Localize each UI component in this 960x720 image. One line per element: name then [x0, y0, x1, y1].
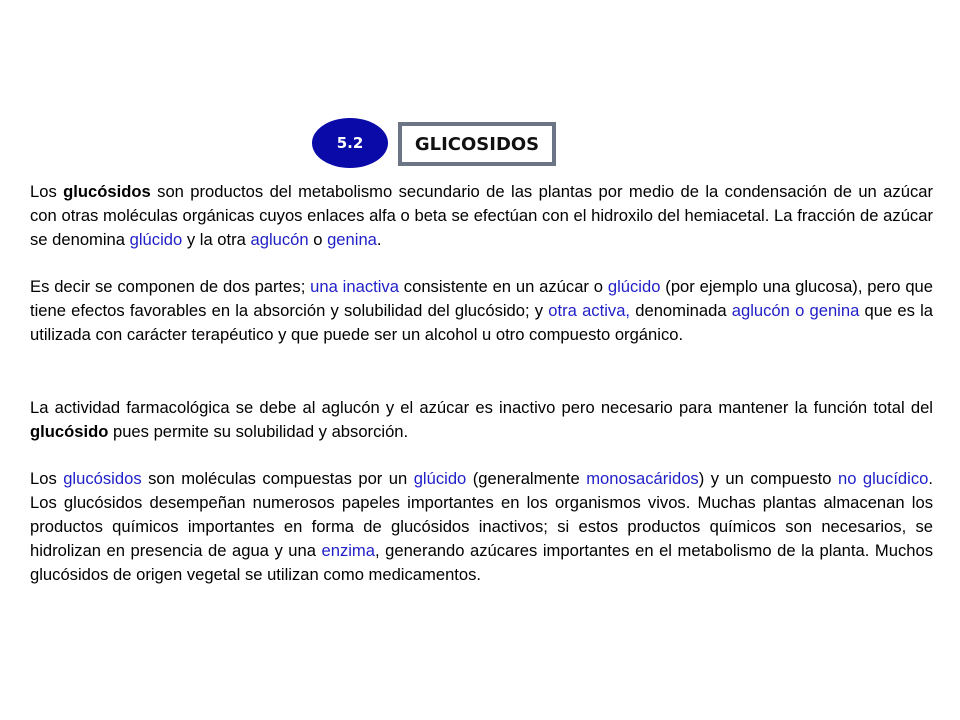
- section-number-badge: [312, 118, 388, 168]
- text-span: (por ejemplo una glucosa), pero que tiene efectos favorables en la absorción y solubilidad del glucósido; y: [30, 277, 934, 320]
- text-span: . Los glucósidos desempeñan numerosos papeles importantes en los organismos vivos. Muchas plantas almacenan los productos químicos importantes en forma de glucósidos inactivos; si estos productos químicos son necesarios, se hidrolizan en presencia de agua y una: [30, 469, 933, 560]
- paragraph-parts: [30, 275, 933, 347]
- highlight-term: genina: [327, 230, 377, 249]
- text-span: son moléculas compuestas por un: [141, 469, 414, 488]
- text-span: La actividad farmacológica se debe al aglucón y el azúcar es inactivo pero necesario para mantener la función total del: [30, 398, 933, 417]
- highlight-term: glúcido: [413, 469, 467, 488]
- text-span: Los: [30, 182, 64, 201]
- highlight-term: glúcido: [129, 230, 183, 249]
- highlight-term: aglucón: [250, 230, 309, 249]
- page-title: GLICOSIDOS: [402, 126, 552, 162]
- text-span: Los: [30, 469, 64, 488]
- highlight-term: aglucón o genina: [731, 301, 860, 320]
- highlight-term: enzima: [321, 541, 375, 560]
- text-span: (generalmente: [466, 469, 587, 488]
- text-span: y la otra: [182, 230, 251, 249]
- highlight-term: otra activa,: [548, 301, 631, 320]
- text-span: consistente en un azúcar o: [398, 277, 608, 296]
- paragraph-molecules: [30, 467, 933, 587]
- highlight-term: monosacáridos: [586, 469, 699, 488]
- text-span: .: [376, 230, 382, 249]
- paragraph-definition: [30, 180, 933, 252]
- bold-term: glucósidos: [63, 182, 151, 201]
- highlight-term: glucósidos: [63, 469, 142, 488]
- text-span: , generando azúcares importantes en el metabolismo de la planta. Muchos glucósidos de origen vegetal se utilizan como medicamentos.: [30, 541, 933, 584]
- text-span: pues permite su solubilidad y absorción.: [108, 422, 409, 441]
- text-span: denominada: [630, 301, 732, 320]
- title-box: [398, 122, 556, 166]
- paragraph-activity: [30, 396, 933, 444]
- highlight-term: no glucídico: [837, 469, 929, 488]
- bold-term: glucósido: [30, 422, 109, 441]
- highlight-term: glúcido: [607, 277, 661, 296]
- text-span: o: [308, 230, 328, 249]
- text-span: Es decir se componen de dos partes;: [30, 277, 311, 296]
- text-span: ) y un compuesto: [698, 469, 838, 488]
- highlight-term: una inactiva: [310, 277, 399, 296]
- text-span: son productos del metabolismo secundario de las plantas por medio de la condensación de un azúcar con otras moléculas orgánicas cuyos enlaces alfa o beta se efectúan con el hidroxilo del hemiacetal. La fracción de azúcar se denomina: [30, 182, 933, 249]
- text-span: que es la utilizada con carácter terapéutico y que puede ser un alcohol u otro compuesto orgánico.: [30, 301, 934, 344]
- section-number: 5.2: [336, 134, 364, 152]
